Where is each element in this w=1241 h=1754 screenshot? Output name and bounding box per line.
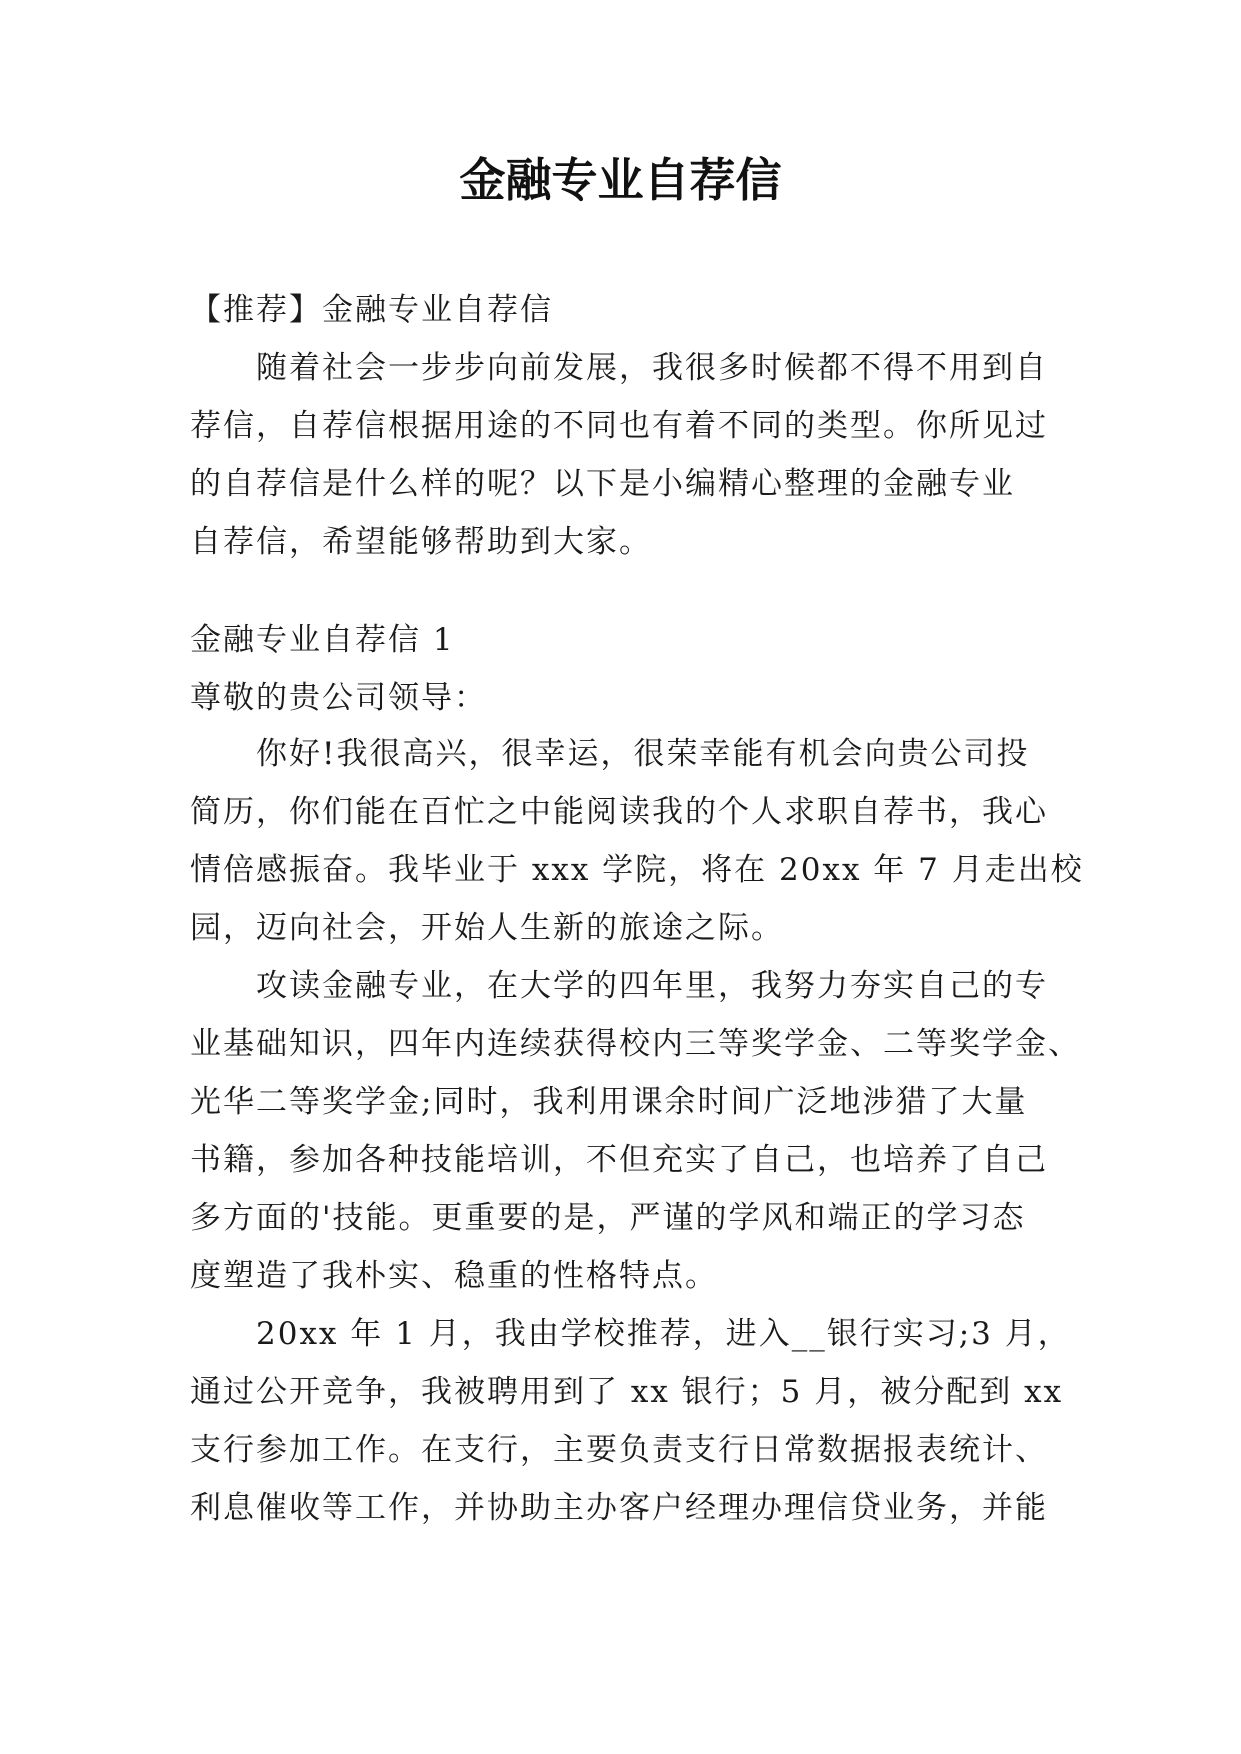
paragraph-line: 多方面的'技能。更重要的是，严谨的学风和端正的学习态 [190, 1200, 1026, 1236]
paragraph-line: 度塑造了我朴实、稳重的性格特点。 [190, 1258, 718, 1294]
section-gap [190, 580, 1060, 620]
paragraph-line: 的自荐信是什么样的呢？以下是小编精心整理的金融专业 [190, 466, 1015, 502]
paragraph-line: 简历，你们能在百忙之中能阅读我的个人求职自荐书，我心 [190, 794, 1048, 830]
paragraph-line: 随着社会一步步向前发展，我很多时候都不得不用到自 [256, 350, 1048, 386]
paragraph-line: 书籍，参加各种技能培训，不但充实了自己，也培养了自己 [190, 1142, 1048, 1178]
document-body [190, 290, 1084, 1546]
paragraph-line: 支行参加工作。在支行，主要负责支行日常数据报表统计、 [190, 1432, 1048, 1468]
paragraph-line: 你好!我很高兴，很幸运，很荣幸能有机会向贵公司投 [256, 736, 1030, 772]
paragraph-line: 自荐信，希望能够帮助到大家。 [190, 524, 652, 560]
section-heading: 金融专业自荐信 1 [190, 622, 455, 658]
paragraph-line: 情倍感振奋。我毕业于 xxx 学院，将在 20xx 年 7 月走出校 [190, 852, 1084, 888]
paragraph-line: 光华二等奖学金;同时，我利用课余时间广泛地涉猎了大量 [190, 1084, 1028, 1120]
salutation: 尊敬的贵公司领导： [190, 680, 487, 716]
paragraph-line: 攻读金融专业，在大学的四年里，我努力夯实自己的专 [256, 968, 1048, 1004]
paragraph-line: 业基础知识，四年内连续获得校内三等奖学金、二等奖学金、 [190, 1026, 1081, 1062]
document-title: 金融专业自荐信 [459, 153, 782, 207]
paragraph-line: 利息催收等工作，并协助主办客户经理办理信贷业务，并能 [190, 1490, 1048, 1526]
intro-heading: 【推荐】金融专业自荐信 [190, 292, 553, 328]
paragraph-line: 通过公开竞争，我被聘用到了 xx 银行；5 月，被分配到 xx [190, 1374, 1064, 1410]
paragraph-line: 园，迈向社会，开始人生新的旅途之际。 [190, 910, 784, 946]
paragraph-line: 20xx 年 1 月，我由学校推荐，进入__银行实习;3 月， [256, 1316, 1071, 1352]
paragraph-line: 荐信，自荐信根据用途的不同也有着不同的类型。你所见过 [190, 408, 1048, 444]
